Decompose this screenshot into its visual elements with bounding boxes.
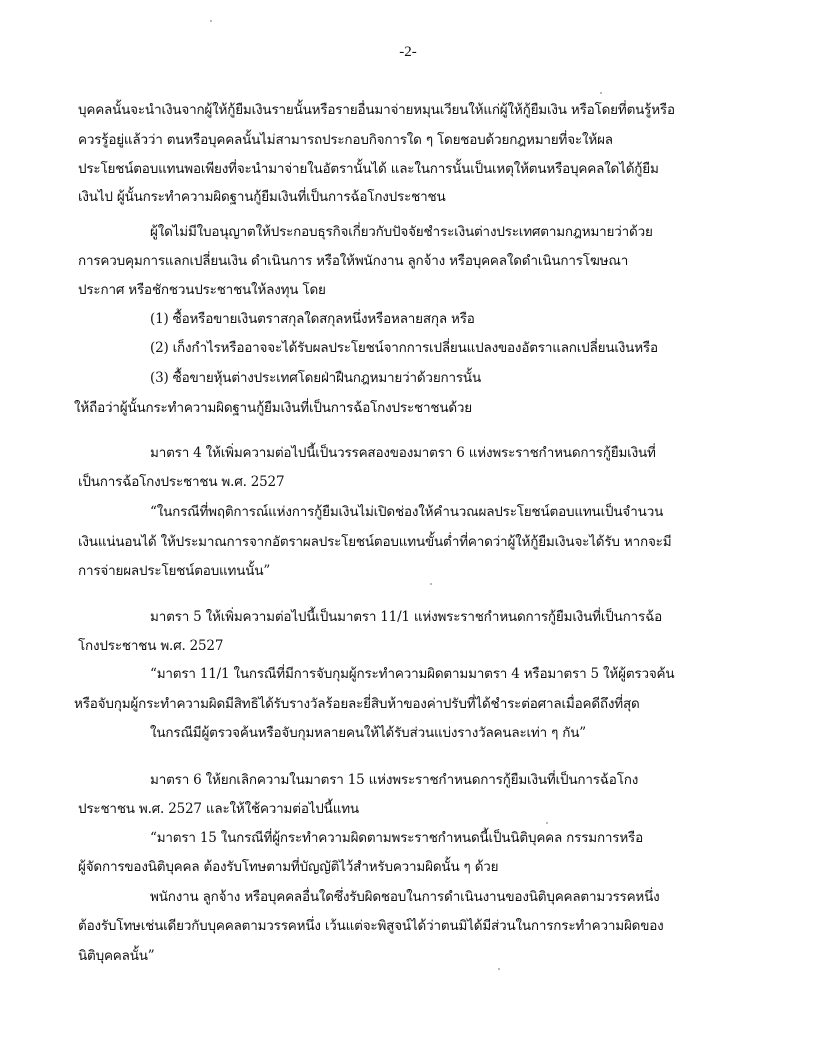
scan-speck xyxy=(600,92,602,94)
section-line: โกงประชาชน พ.ศ. 2527 xyxy=(78,638,224,654)
quoted-line: หรือจับกุมผู้กระทำความผิดมีสิทธิได้รับรางวัลร้อยละยี่สิบห้าของค่าปรับที่ได้ชำระต่อศาลเมื่อคดีถึงที่สุด xyxy=(74,696,640,712)
body-line: การควบคุมการแลกเปลี่ยนเงิน ดำเนินการ หรือให้พนักงาน ลูกจ้าง หรือบุคคลใดดำเนินการโฆษณา xyxy=(78,253,629,269)
body-line: เงินไป ผู้นั้นกระทำความผิดฐานกู้ยืมเงินที่เป็นการฉ้อโกงประชาชน xyxy=(78,189,446,205)
page-number: -2- xyxy=(399,44,417,60)
list-item: (3) ซื้อขายหุ้นต่างประเทศโดยฝ่าฝืนกฎหมายว่าด้วยการนั้น xyxy=(150,370,481,386)
section-line: มาตรา 4 ให้เพิ่มความต่อไปนี้เป็นวรรคสองของมาตรา 6 แห่งพระราชกำหนดการกู้ยืมเงินที่ xyxy=(150,445,656,461)
section-line: มาตรา 5 ให้เพิ่มความต่อไปนี้เป็นมาตรา 11/1 แห่งพระราชกำหนดการกู้ยืมเงินที่เป็นการฉ้อ xyxy=(150,609,662,625)
list-item: (1) ซื้อหรือขายเงินตราสกุลใดสกุลหนึ่งหรือหลายสกุล หรือ xyxy=(150,311,475,327)
quoted-line: นิติบุคคลนั้น” xyxy=(78,948,155,964)
quoted-line: “มาตรา 15 ในกรณีที่ผู้กระทำความผิดตามพระราชกำหนดนี้เป็นนิติบุคคล กรรมการหรือ xyxy=(150,830,644,846)
body-line: ควรรู้อยู่แล้วว่า ตนหรือบุคคลนั้นไม่สามารถประกอบกิจการใด ๆ โดยชอบด้วยกฎหมายที่จะให้ผล xyxy=(78,132,613,148)
section-line: มาตรา 6 ให้ยกเลิกความในมาตรา 15 แห่งพระราชกำหนดการกู้ยืมเงินที่เป็นการฉ้อโกง xyxy=(150,772,639,788)
scan-speck xyxy=(430,583,432,585)
quoted-line: ผู้จัดการของนิติบุคคล ต้องรับโทษตามที่บัญญัติไว้สำหรับความผิดนั้น ๆ ด้วย xyxy=(78,859,499,875)
body-line: ผู้ใดไม่มีใบอนุญาตให้ประกอบธุรกิจเกี่ยวกับปัจจัยชำระเงินต่างประเทศตามกฎหมายว่าด้วย xyxy=(150,224,653,240)
quoted-line: การจ่ายผลประโยชน์ตอบแทนนั้น” xyxy=(78,563,271,579)
quoted-line: “มาตรา 11/1 ในกรณีที่มีการจับกุมผู้กระทำความผิดตามมาตรา 4 หรือมาตรา 5 ให้ผู้ตรวจค้น xyxy=(150,666,675,682)
scan-speck xyxy=(546,822,548,824)
quoted-line: เงินแน่นอนได้ ให้ประมาณการจากอัตราผลประโยชน์ตอบแทนขั้นต่ำที่คาดว่าผู้ให้กู้ยืมเงินจะได้รับ หากจะมี xyxy=(78,534,672,550)
scan-speck xyxy=(210,20,212,22)
list-item: (2) เก็งกำไรหรืออาจจะได้รับผลประโยชน์จากการเปลี่ยนแปลงของอัตราแลกเปลี่ยนเงินหรือ xyxy=(150,340,658,356)
section-line: ประชาชน พ.ศ. 2527 และให้ใช้ความต่อไปนี้แทน xyxy=(78,801,359,817)
quoted-line: ในกรณีมีผู้ตรวจค้นหรือจับกุมหลายคนให้ได้รับส่วนแบ่งรางวัลคนละเท่า ๆ กัน” xyxy=(150,725,586,741)
quoted-line: พนักงาน ลูกจ้าง หรือบุคคลอื่นใดซึ่งรับผิดชอบในการดำเนินงานของนิติบุคคลตามวรรคหนึ่ง xyxy=(150,889,660,905)
quoted-line: “ในกรณีที่พฤติการณ์แห่งการกู้ยืมเงินไม่เปิดช่องให้คำนวณผลประโยชน์ตอบแทนเป็นจำนวน xyxy=(150,504,664,520)
body-line: ประโยชน์ตอบแทนพอเพียงที่จะนำมาจ่ายในอัตรานั้นได้ และในการนั้นเป็นเหตุให้ตนหรือบุคคลใดได้กู้ยืม xyxy=(78,161,659,177)
quoted-line: ต้องรับโทษเช่นเดียวกับบุคคลตามวรรคหนึ่ง เว้นแต่จะพิสูจน์ได้ว่าตนมิได้มีส่วนในการกระทำความผิดของ xyxy=(78,918,664,934)
body-line: ให้ถือว่าผู้นั้นกระทำความผิดฐานกู้ยืมเงินที่เป็นการฉ้อโกงประชาชนด้วย xyxy=(74,400,472,416)
scan-speck xyxy=(498,968,500,970)
section-line: เป็นการฉ้อโกงประชาชน พ.ศ. 2527 xyxy=(78,474,285,490)
body-line: บุคคลนั้นจะนำเงินจากผู้ให้กู้ยืมเงินรายนั้นหรือรายอื่นมาจ่ายหมุนเวียนให้แก่ผู้ให้กู้ยืมเงิน หรือโดยที่ตนรู้หรือ xyxy=(78,102,675,118)
body-line: ประกาศ หรือชักชวนประชาชนให้ลงทุน โดย xyxy=(78,282,326,298)
